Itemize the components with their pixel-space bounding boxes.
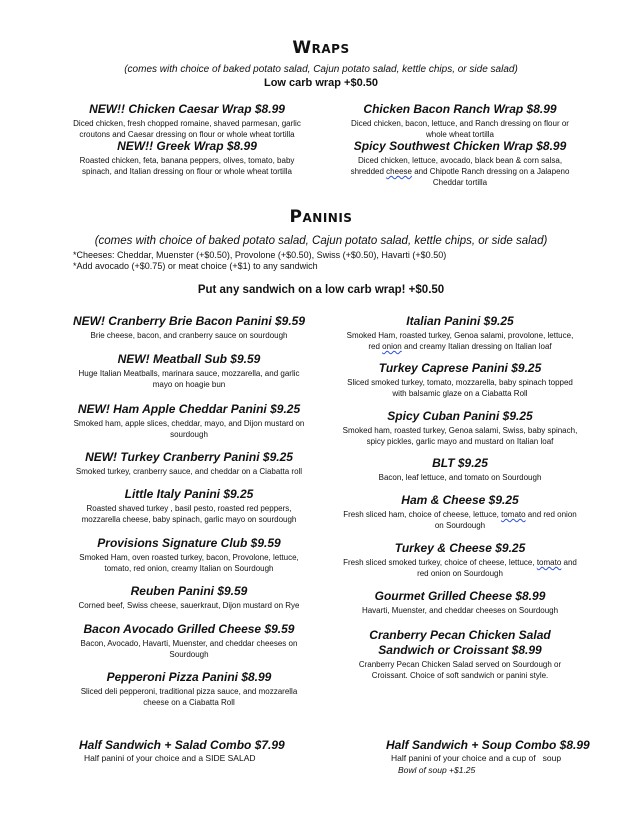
item-description: Fresh sliced ham, choice of cheese, lettuce, tomato and red onion on Sourdough	[343, 510, 577, 530]
item-name: BLT $9.25	[432, 456, 488, 470]
item-name: NEW!! Greek Wrap $8.99	[117, 139, 257, 153]
menu-item	[340, 409, 580, 447]
menu-item	[340, 541, 580, 579]
wraps-low-carb: Low carb wrap +$0.50	[263, 77, 379, 89]
menu-item	[70, 450, 308, 477]
item-name: Pepperoni Pizza Panini $8.99	[106, 670, 272, 684]
cheese-options: *Cheeses: Cheddar, Muenster (+$0.50), Provolone (+$0.50), Swiss (+$0.50), Havarti (+$0.50)	[73, 250, 447, 260]
item-name: Turkey & Cheese $9.25	[394, 541, 526, 555]
item-description: Diced chicken, lettuce, avocado, black bean & corn salsa, shredded cheese and Chipotle Ranch dressing on a Jalapeno Cheddar tortilla	[350, 156, 570, 187]
item-description: Smoked turkey, cranberry sauce, and cheddar on a Ciabatta roll	[75, 467, 303, 476]
item-description: Smoked Ham, oven roasted turkey, bacon, Provolone, lettuce, tomato, red onion, creamy Italian on Sourdough	[79, 553, 299, 573]
combo-salad-description: Half panini of your choice and a SIDE SALAD	[84, 753, 256, 763]
item-description: Sliced deli pepperoni, traditional pizza sauce, and mozzarella cheese on a Ciabatta Roll	[80, 687, 298, 707]
menu-item	[340, 361, 580, 399]
menu-item	[70, 487, 308, 525]
item-description: Havarti, Muenster, and cheddar cheeses on Sourdough	[361, 606, 559, 615]
item-name: Turkey Caprese Panini $9.25	[378, 361, 542, 375]
combo-soup-description: Half panini of your choice and a cup of soup	[391, 753, 562, 763]
menu-item	[70, 314, 308, 341]
menu-item	[70, 352, 308, 390]
item-description: Fresh sliced smoked turkey, choice of cheese, lettuce, tomato and red onion on Sourdough	[343, 558, 577, 578]
item-description: Smoked ham, roasted turkey, Genoa salami, Swiss, baby spinach, spicy pickles, garlic mayo and mustard on Italian loaf	[342, 426, 578, 446]
paninis-sides-note: (comes with choice of baked potato salad, Cajun potato salad, kettle chips, or side salad)	[94, 235, 548, 247]
menu-item	[340, 493, 580, 531]
item-name: Spicy Cuban Panini $9.25	[387, 409, 533, 423]
combo-soup-extra: Bowl of soup +$1.25	[398, 765, 476, 775]
item-description: Bacon, leaf lettuce, and tomato on Sourdough	[378, 473, 542, 482]
menu-item	[70, 536, 308, 574]
paninis-title: Paninis	[289, 207, 353, 227]
paninis-low-carb: Put any sandwich on a low carb wrap! +$0.50	[197, 284, 445, 296]
item-name: NEW! Turkey Cranberry Panini $9.25	[85, 450, 293, 464]
item-name: NEW! Meatball Sub $9.59	[117, 352, 261, 366]
item-description: Cranberry Pecan Chicken Salad served on Sourdough or Croissant. Choice of soft sandwich or panini style.	[358, 660, 562, 680]
combo-soup-name: Half Sandwich + Soup Combo $8.99	[386, 738, 590, 752]
item-name: Gourmet Grilled Cheese $8.99	[374, 589, 546, 603]
item-name: Spicy Southwest Chicken Wrap $8.99	[353, 139, 567, 153]
addon-options: *Add avocado (+$0.75) or meat choice (+$1) to any sandwich	[73, 261, 318, 271]
menu-item	[340, 314, 580, 352]
item-name: NEW!! Chicken Caesar Wrap $8.99	[89, 102, 285, 116]
menu-item	[340, 628, 580, 681]
menu-item	[340, 589, 580, 616]
menu-item	[70, 622, 308, 660]
item-name: Italian Panini $9.25	[406, 314, 514, 328]
item-name: Little Italy Panini $9.25	[124, 487, 254, 501]
item-description: Bacon, Avocado, Havarti, Muenster, and cheddar cheeses on Sourdough	[80, 639, 298, 659]
item-name: Provisions Signature Club $9.59	[97, 536, 281, 550]
item-description: Huge Italian Meatballs, marinara sauce, mozzarella, and garlic mayo on hoagie bun	[78, 369, 300, 389]
item-description: Roasted chicken, feta, banana peppers, olives, tomato, baby spinach, and Italian dressing on flour or whole wheat tortilla	[79, 156, 295, 176]
menu-item	[345, 139, 575, 188]
item-description: Corned beef, Swiss cheese, sauerkraut, Dijon mustard on Rye	[78, 601, 300, 610]
menu-item	[72, 102, 302, 140]
item-name: Bacon Avocado Grilled Cheese $9.59	[83, 622, 295, 636]
menu-item	[70, 584, 308, 611]
item-name: NEW! Ham Apple Cheddar Panini $9.25	[77, 402, 301, 416]
menu-item	[70, 670, 308, 708]
item-name: Reuben Panini $9.59	[130, 584, 248, 598]
menu-item	[70, 402, 308, 440]
combo-salad-name: Half Sandwich + Salad Combo $7.99	[79, 738, 285, 752]
item-name: Cranberry Pecan Chicken Salad Sandwich or Croissant $8.99	[369, 628, 551, 657]
item-name: NEW! Cranberry Brie Bacon Panini $9.59	[72, 314, 306, 328]
item-name: Ham & Cheese $9.25	[401, 493, 519, 507]
item-description: Smoked ham, apple slices, cheddar, mayo, and Dijon mustard on sourdough	[73, 419, 305, 439]
menu-item	[72, 139, 302, 177]
item-description: Smoked Ham, roasted turkey, Genoa salami, provolone, lettuce, red onion and creamy Italian dressing on Italian loaf	[346, 331, 574, 351]
item-description: Diced chicken, fresh chopped romaine, shaved parmesan, garlic croutons and Caesar dressing on flour or whole wheat tortilla	[73, 119, 301, 139]
menu-item	[340, 456, 580, 483]
item-description: Sliced smoked turkey, tomato, mozzarella, baby spinach topped with balsamic glaze on a Ciabatta Roll	[347, 378, 573, 398]
item-description: Roasted shaved turkey , basil pesto, roasted red peppers, mozzarella cheese, baby spinach, garlic mayo on sourdough	[81, 504, 297, 524]
wraps-sides-note: (comes with choice of baked potato salad, Cajun potato salad, kettle chips, or side salad)	[124, 64, 518, 75]
item-description: Brie cheese, bacon, and cranberry sauce on sourdough	[90, 331, 288, 340]
item-description: Diced chicken, bacon, lettuce, and Ranch dressing on flour or whole wheat tortilla	[351, 119, 569, 139]
wraps-title: Wraps	[292, 38, 350, 58]
menu-item	[345, 102, 575, 140]
item-name: Chicken Bacon Ranch Wrap $8.99	[363, 102, 557, 116]
